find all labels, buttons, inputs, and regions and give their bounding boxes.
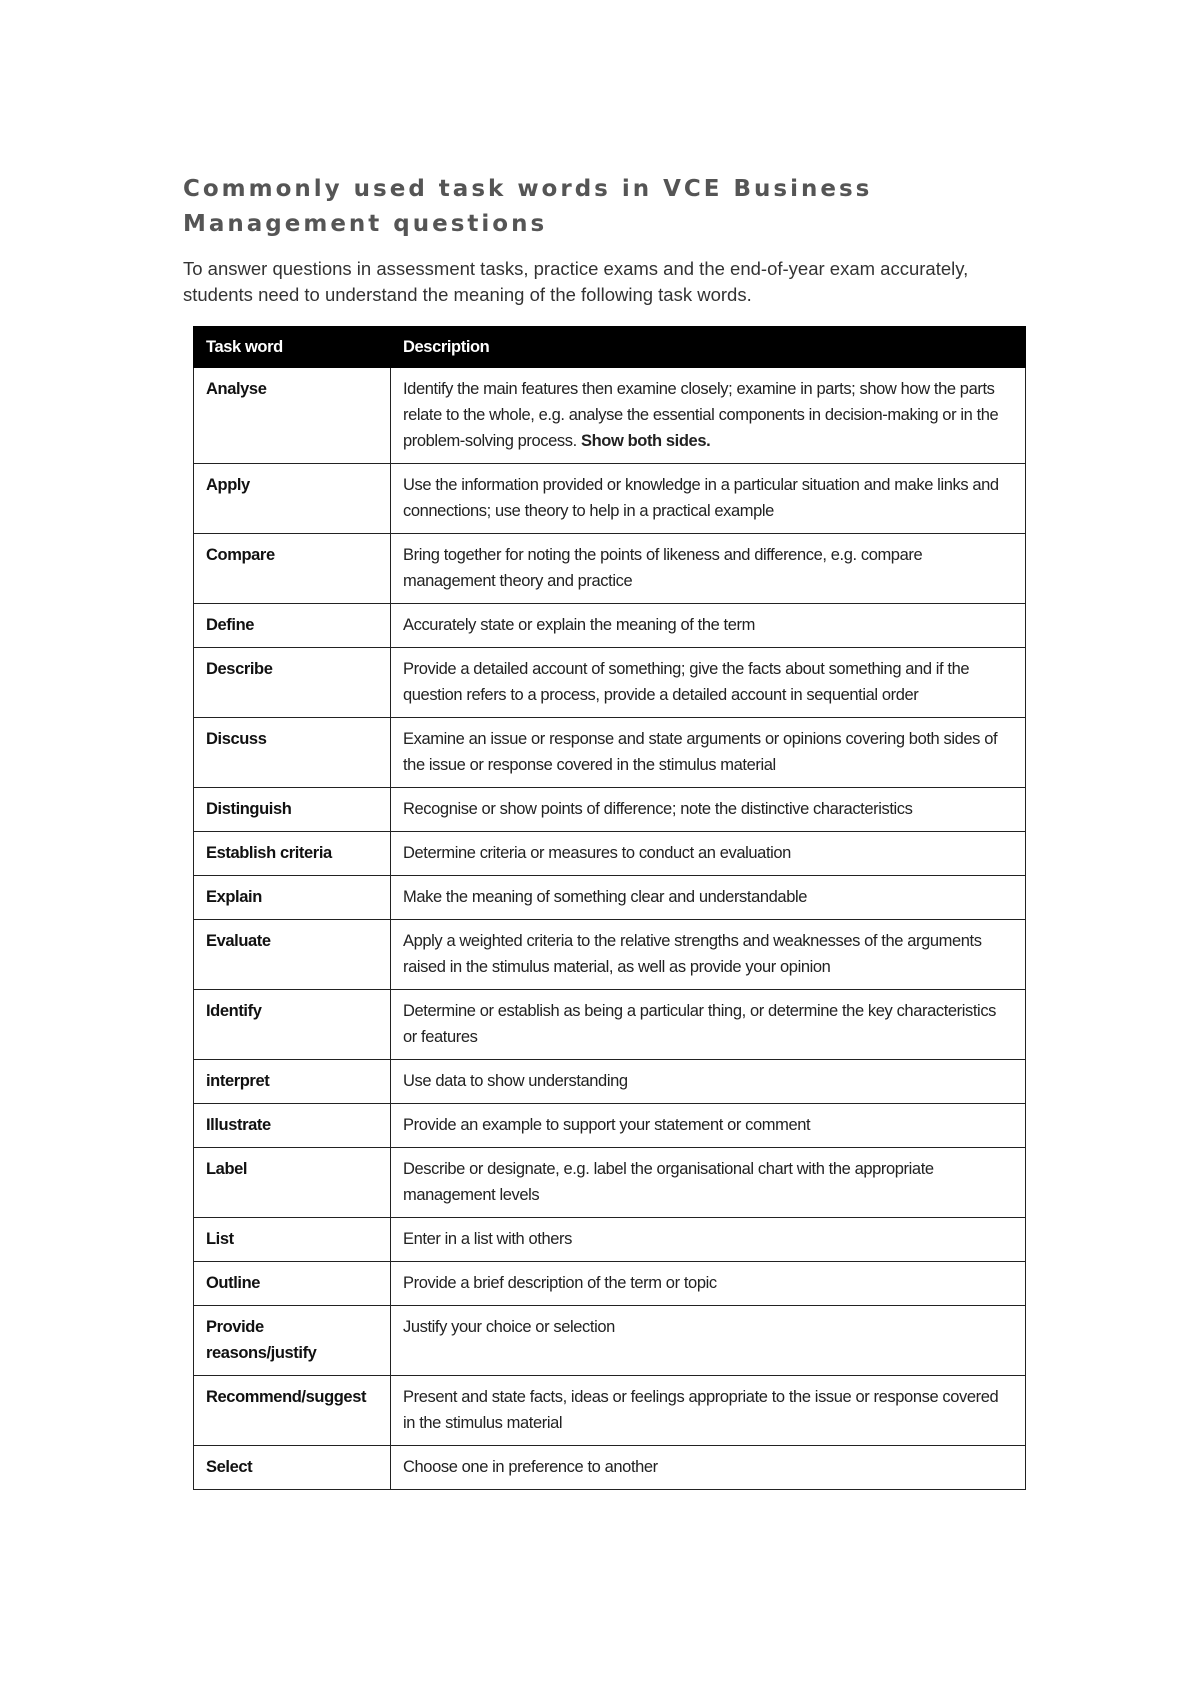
intro-paragraph: To answer questions in assessment tasks, practice exams and the end-of-year exam accurately, students need to understand the meaning of the following task words. [183,258,969,305]
table-row [194,1446,1026,1490]
table-row [194,1148,1026,1218]
description-cell: Describe or designate, e.g. label the organisational chart with the appropriate management levels [391,1148,1026,1218]
column-header-description: Description [391,327,1026,368]
table-row [194,920,1026,990]
description-text: Identify the main features then examine closely; examine in parts; show how the parts relate to the whole, e.g. analyse the essential components in decision-making or in the problem-solving process. [403,380,999,450]
table-row [194,1218,1026,1262]
description-cell: Make the meaning of something clear and understandable [391,876,1026,920]
table-row [194,718,1026,788]
table-row [194,368,1026,464]
task-word-cell: Explain [194,876,391,920]
table-row [194,534,1026,604]
table-row [194,464,1026,534]
task-word-cell: Discuss [194,718,391,788]
task-word-cell: Outline [194,1262,391,1306]
description-cell: Provide a detailed account of something; give the facts about something and if the question refers to a process, provide a detailed account in sequential order [391,648,1026,718]
table-header-row [194,327,1026,368]
task-word-cell: Identify [194,990,391,1060]
task-word-cell: Compare [194,534,391,604]
task-word-cell: Distinguish [194,788,391,832]
table-row [194,648,1026,718]
description-cell: Determine or establish as being a particular thing, or determine the key characteristics or features [391,990,1026,1060]
description-cell: Determine criteria or measures to conduct an evaluation [391,832,1026,876]
task-words-table [193,326,1026,1490]
description-cell: Justify your choice or selection [391,1306,1026,1376]
description-cell: Apply a weighted criteria to the relative strengths and weaknesses of the arguments raised in the stimulus material, as well as provide your opinion [391,920,1026,990]
task-word-cell: Select [194,1446,391,1490]
table-row [194,876,1026,920]
description-emphasis: Show both sides. [581,432,711,450]
task-word-cell: Recommend/suggest [194,1376,391,1446]
task-word-cell: Define [194,604,391,648]
table-row [194,1104,1026,1148]
task-word-cell: Evaluate [194,920,391,990]
table-row [194,788,1026,832]
description-cell: Present and state facts, ideas or feelings appropriate to the issue or response covered in the stimulus material [391,1376,1026,1446]
description-cell: Bring together for noting the points of likeness and difference, e.g. compare management theory and practice [391,534,1026,604]
task-word-cell: Illustrate [194,1104,391,1148]
table-row [194,604,1026,648]
table-row [194,1262,1026,1306]
task-word-cell: Apply [194,464,391,534]
description-cell: Examine an issue or response and state arguments or opinions covering both sides of the issue or response covered in the stimulus material [391,718,1026,788]
task-word-cell: Analyse [194,368,391,464]
description-cell: Use data to show understanding [391,1060,1026,1104]
table-row [194,1376,1026,1446]
description-cell: Recognise or show points of difference; note the distinctive characteristics [391,788,1026,832]
page-title: Commonly used task words in VCE Business Management questions [183,176,873,237]
description-cell: Accurately state or explain the meaning of the term [391,604,1026,648]
task-word-cell: Label [194,1148,391,1218]
description-cell [391,368,1026,464]
description-cell: Provide an example to support your statement or comment [391,1104,1026,1148]
task-word-cell: Describe [194,648,391,718]
table-row [194,1306,1026,1376]
task-word-cell: List [194,1218,391,1262]
column-header-task-word: Task word [194,327,391,368]
task-word-cell: interpret [194,1060,391,1104]
task-word-cell: Establish criteria [194,832,391,876]
description-cell: Use the information provided or knowledge in a particular situation and make links and connections; use theory to help in a practical example [391,464,1026,534]
description-cell: Choose one in preference to another [391,1446,1026,1490]
table-row [194,832,1026,876]
table-row [194,1060,1026,1104]
table-row [194,990,1026,1060]
task-word-cell: Provide reasons/justify [194,1306,391,1376]
description-cell: Provide a brief description of the term or topic [391,1262,1026,1306]
description-cell: Enter in a list with others [391,1218,1026,1262]
